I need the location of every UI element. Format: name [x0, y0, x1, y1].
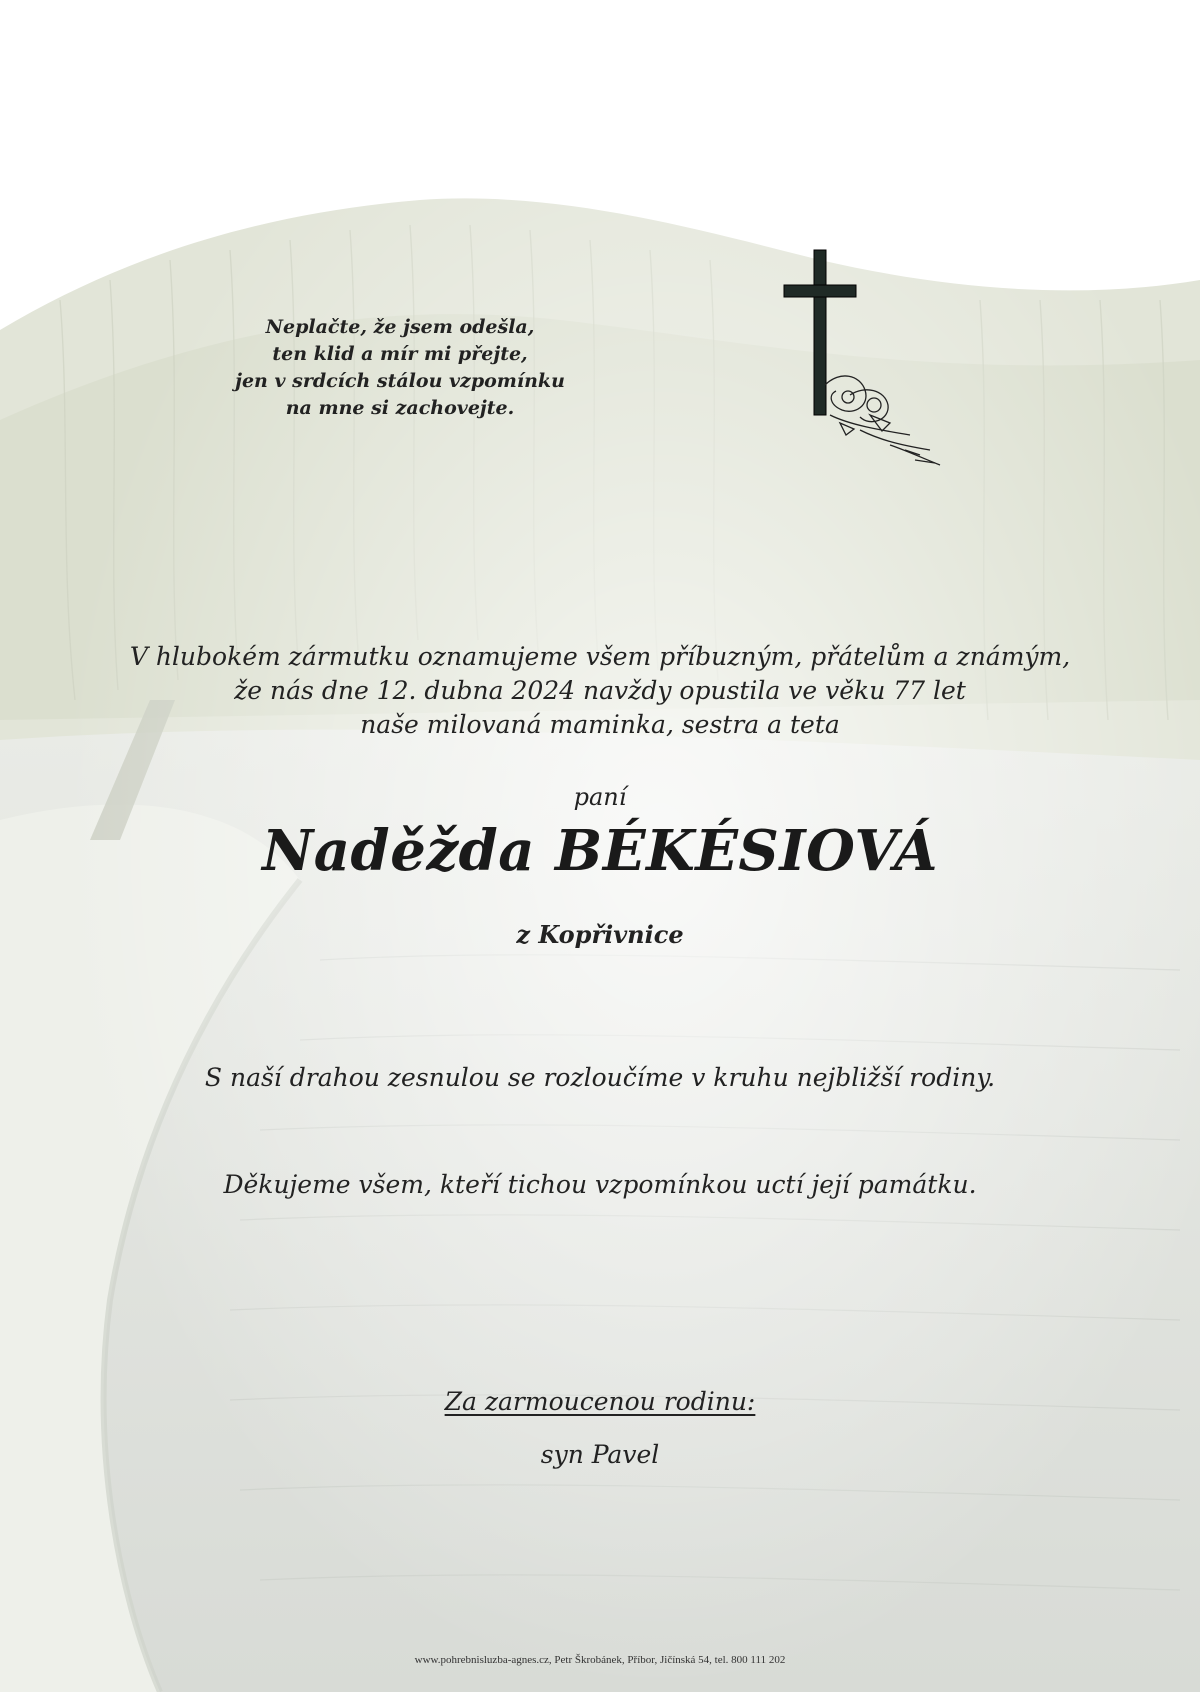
family-label-text: Za zarmoucenou rodinu:	[444, 1387, 756, 1416]
announcement-line: naše milovaná maminka, sestra a teta	[360, 710, 840, 739]
family-label	[0, 1387, 1200, 1416]
farewell-text: S naší drahou zesnulou se rozloučíme v kruhu nejbližší rodiny.	[204, 1063, 996, 1092]
footer: www.pohrebnisluzba-agnes.cz, Petr Škrobánek, Příbor, Jičínská 54, tel. 800 111 202	[414, 1654, 786, 1666]
deceased-origin: z Kopřivnice	[516, 920, 684, 949]
poem	[180, 314, 620, 422]
poem-line: jen v srdcích stálou vzpomínku	[235, 370, 565, 392]
announcement	[0, 640, 1200, 742]
poem-line: na mne si zachovejte.	[285, 397, 515, 419]
deceased-name: Naděžda BÉKÉSIOVÁ	[262, 818, 938, 884]
poem-line: Neplačte, že jsem odešla,	[265, 316, 535, 338]
announcement-line: V hlubokém zármutku oznamujeme všem příbuzným, přátelům a známým,	[129, 642, 1071, 671]
poem-line: ten klid a mír mi přejte,	[272, 343, 528, 365]
signer: syn Pavel	[540, 1440, 660, 1469]
thanks-text: Děkujeme všem, kteří tichou vzpomínkou uctí její památku.	[223, 1170, 977, 1199]
deceased-title: paní	[573, 783, 627, 811]
announcement-line: že nás dne 12. dubna 2024 navždy opustila ve věku 77 let	[234, 676, 966, 705]
cross-with-roses-icon	[770, 245, 970, 475]
